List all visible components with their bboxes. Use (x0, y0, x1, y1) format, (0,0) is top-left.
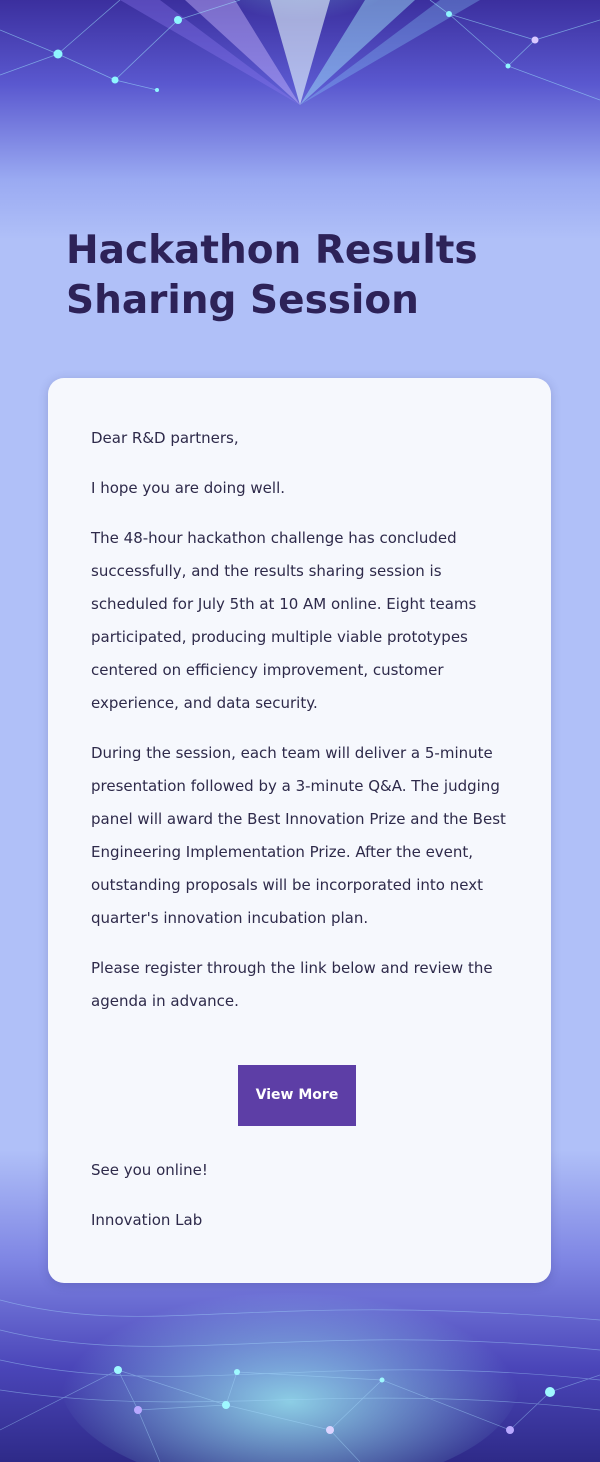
email-title: Hackathon Results Sharing Session (66, 228, 478, 323)
cta-container (91, 1065, 511, 1126)
greeting: Dear R&D partners, (91, 429, 239, 447)
body-paragraph-1: The 48-hour hackathon challenge has concluded successfully, and the results sharing session is scheduled for July 5th at 10 AM online. Eight teams participated, producing multiple viable prototypes centered on efficiency improvement, customer experience, and data security. (91, 529, 477, 712)
message-card (48, 378, 551, 1283)
body-paragraph-2: During the session, each team will deliver a 5-minute presentation followed by a 3-minute Q&A. The judging panel will award the Best Innovation Prize and the Best Engineering Implementation Prize. After the event, outstanding proposals will be incorporated into next quarter's innovation incubation plan. (91, 744, 506, 927)
body-paragraph-3: Please register through the link below and review the agenda in advance. (91, 959, 493, 1010)
view-more-button[interactable]: View More (238, 1065, 356, 1126)
closing-line: See you online! (91, 1161, 208, 1179)
intro-line: I hope you are doing well. (91, 479, 286, 497)
signature: Innovation Lab (91, 1211, 203, 1229)
